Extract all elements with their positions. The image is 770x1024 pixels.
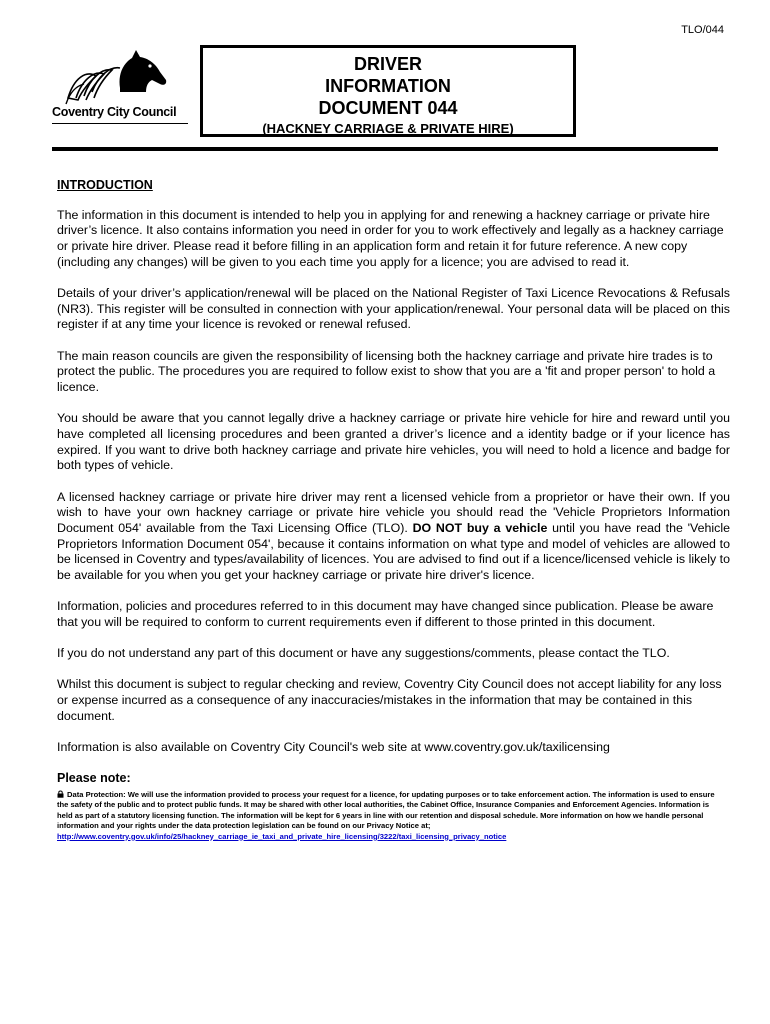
- data-protection-note: [57, 790, 717, 842]
- intro-paragraph-4: You should be aware that you cannot legally drive a hackney carriage or private hire vehicle for hire and reward until you have completed all licensing procedures and been granted a driver’s licence and a identity badge or if your licence has expired. If you want to drive both hackney carriage and private hire vehicles, you will need to hold a licence and badge for both types of vehicle.: [57, 411, 730, 473]
- intro-paragraph-8: Whilst this document is subject to regular checking and review, Coventry City Council does not accept liability for any loss or expense incurred as a consequence of any inaccuracies/mistakes in the information that may be contained in this document.: [57, 677, 722, 723]
- title-line-1: DRIVER: [353, 54, 422, 74]
- title-subtitle: (HACKNEY CARRIAGE & PRIVATE HIRE): [262, 121, 514, 136]
- document-reference: TLO/044: [681, 24, 724, 36]
- logo-underline: [52, 123, 188, 124]
- header-divider: [52, 147, 718, 151]
- p5-warning: DO NOT buy a vehicle: [412, 520, 548, 535]
- intro-heading: INTRODUCTION: [57, 178, 153, 192]
- note-heading: Please note:: [57, 771, 131, 786]
- intro-paragraph-9: Information is also available on Coventry City Council's web site at www.coventry.gov.uk/taxilicensing: [57, 739, 610, 754]
- title-line-2: INFORMATION: [325, 76, 451, 96]
- council-logo-text: Coventry City Council: [52, 105, 177, 119]
- lock-icon: [57, 790, 64, 798]
- title-line-3: DOCUMENT 044: [318, 98, 458, 118]
- p5-text-b: until you have read the 'Vehicle Proprietors Information Document 054', because it contains information on what type and model of vehicles are allowed to be licensed in Coventry and types/availability of licences. You are advised to find out if a licence/licensed vehicle is likely to be available for you when you get your hackney carriage or private hire driver's licence.: [57, 520, 730, 583]
- privacy-notice-link[interactable]: http://www.coventry.gov.uk/info/25/hackney_carriage_ie_taxi_and_private_hire_licensing/3222/taxi_licensing_privacy_notice: [57, 831, 507, 841]
- council-logo: [52, 48, 192, 128]
- intro-paragraph-6: Information, policies and procedures referred to in this document may have changed since publication. Please be aware that you will be required to conform to current requirements even if different to those printed in this document.: [57, 599, 714, 629]
- data-protection-text: Data Protection: We will use the information provided to process your request for a licence, for updating purposes or to take enforcement action. The information is used to ensure the safety of the public and to protect public funds. It may be shared with other local authorities, the Cabinet Office, Insurance Companies and Enforcement Agencies. Information is held as part of a statutory licensing function. The information will be kept for 6 years in line with our retention and disposal schedule. More information on how we handle personal information and your rights under the data protection legislation can be found on our Privacy Notice at;: [57, 789, 715, 831]
- horse-logo-icon: [56, 48, 176, 106]
- intro-paragraph-2: Details of your driver’s application/renewal will be placed on the National Register of Taxi Licence Revocations & Refusals (NR3). This register will be consulted in connection with your application/renewal. Your personal data will be placed on this register if at any time your licence is revoked or renewal refused.: [57, 286, 730, 332]
- document-body: [57, 178, 730, 842]
- intro-paragraph-1: The information in this document is intended to help you in applying for and renewing a hackney carriage or private hire driver’s licence. It also contains information you need in order for you to work effectively and legally as a hackney carriage or private hire driver. Please read it before filling in an application form and retain it for future reference. A new copy (including any changes) will be given to you each time you apply for a licence; you are advised to read it.: [57, 207, 724, 269]
- document-title-box: [200, 45, 576, 137]
- p5-text-a: A licensed hackney carriage or private hire driver may rent a licensed vehicle from a proprietor or have their own. If you wish to have your own hackney carriage or private hire vehicle you should read the 'Vehicle Proprietors Information Document 054' available from the Taxi Licensing Office (TLO).: [57, 489, 730, 535]
- intro-paragraph-3: The main reason councils are given the responsibility of licensing both the hackney carriage and private hire trades is to protect the public. The procedures you are required to follow exist to show that you are a 'fit and proper person' to hold a licence.: [57, 348, 716, 395]
- intro-paragraph-5: [57, 490, 730, 584]
- intro-paragraph-7: If you do not understand any part of this document or have any suggestions/comments, please contact the TLO.: [57, 646, 670, 661]
